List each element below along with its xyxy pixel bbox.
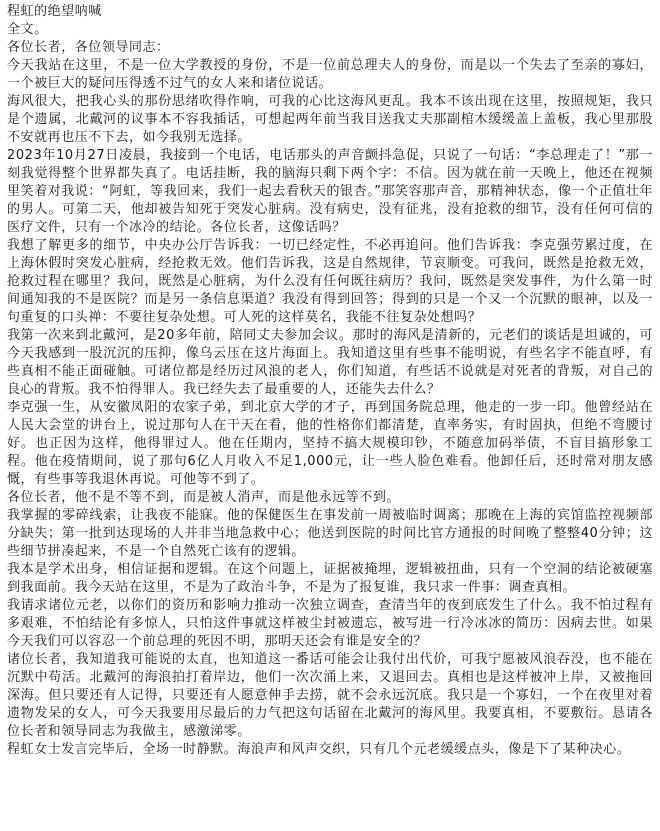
- paragraph: 2023年10月27日凌晨，我接到一个电话，电话那头的声音颤抖急促，只说了一句话：“李总理走了！”那一刻我觉得整个世界都失真了。电话挂断，我的脑海只剩下两个字：不信。因为就在前一天晚上，他还在视频里笑着对我说：“阿虹，等我回来，我们一起去看秋天的银杏。”那笑容那声音，那精神状态，像一个正值壮年的男人。可第二天，他却被告知死于突发心脏病。没有病史，没有征兆，没有抢救的细节，没有任何可信的医疗文件，只有一个冰冷的结论。各位长者，这像话吗？: [7, 148, 653, 235]
- paragraph: 我掌握的零碎线索，让我夜不能寐。他的保健医生在事发前一周被临时调离；那晚在上海的宾馆监控视频部分缺失；第一批到达现场的人并非当地急救中心；他送到医院的时间比官方通报的时间晚了整整40分钟；这些细节拼凑起来，不是一个自然死亡该有的逻辑。: [7, 508, 653, 559]
- paragraph: 今天我站在这里，不是一位大学教授的身份，不是一位前总理夫人的身份，而是以一个失去了至亲的寡妇，一个被巨大的疑问压得透不过气的女人来和诸位说话。: [7, 58, 653, 91]
- paragraph: 诸位长者，我知道我可能说的太直，也知道这一番话可能会让我付出代价，可我宁愿被风浪吞没，也不能在沉默中苟活。北戴河的海浪拍打着岸边，他们一次次涌上来，又退回去。真相也是这样被冲上岸，又被拖回深海。但只要还有人记得，只要还有人愿意伸手去捞，就不会永远沉底。我只是一个寡妇，一个在夜里对着遗物发呆的女人，可今天我要用尽最后的力气把这句话留在北戴河的海风里。我要真相，不要敷衍。恳请各位长者和领导同志为我做主，感激涕零。: [7, 652, 653, 739]
- paragraph: 程虹女士发言完毕后，全场一时静默。海浪声和风声交织，只有几个元老缓缓点头，像是下了某种决心。: [7, 742, 631, 757]
- greeting-line: 各位长者，各位领导同志：: [7, 40, 170, 55]
- paragraph: 各位长者，他不是不等不到，而是被人消声，而是他永远等不到。: [7, 490, 400, 505]
- paragraph: 海风很大，把我心头的那份思绪吹得作响，可我的心比这海风更乱。我本不该出现在这里，按照规矩，我只是个遗属，北戴河的议事本不容我插话，可想起两年前当我目送我丈夫那副棺木缓缓盖上盖板，我心里那股不安就再也压不下去，如今我别无选择。: [7, 94, 653, 145]
- paragraph: 李克强一生，从安徽凤阳的农家子弟，到北京大学的才子，再到国务院总理，他走的一步一印。他曾经站在人民大会堂的讲台上，说过那句人在干天在看，他的性格你们都清楚，直率务实，有时固执，但绝不弯腰讨好。也正因为这样，他得罪过人。他在任期内，坚持不搞大规模印钞，不随意加码举债，不盲目搞形象工程。他在疫情期间，说了那句6亿人月收入不足1,000元，让一些人脸色难看。他卸任后，还时常对朋友感慨，有些事等我退休再说。可他等不到了。: [7, 400, 653, 487]
- paragraph: 我第一次来到北戴河，是20多年前，陪同丈夫参加会议。那时的海风是清新的，元老们的谈话是坦诚的，可今天我感到一股沉沉的压抑，像乌云压在这片海面上。我知道这里有些事不能明说，有些名字不能直呼，有些真相不能正面碰触。可诸位都是经历过风浪的老人，你们知道，有些话不说就是对死者的背叛，对自己的良心的背叛。我不怕得罪人。我已经失去了最重要的人，还能失去什么？: [7, 328, 653, 397]
- paragraph: 我想了解更多的细节，中央办公厅告诉我：一切已经定性，不必再追问。他们告诉我：李克强劳累过度，在上海休假时突发心脏病，经抢救无效。他们告诉我，这是自然规律，节哀顺变。可我问，既然是抢救无效，抢救过程在哪里？我问，既然是心脏病，为什么没有任何既往病历？我问，既然是突发事件，为什么第一时间通知我的不是医院？而是另一条信息渠道？我没有得到回答；得到的只是一个又一个沉默的眼神，以及一句重复的口头禅：不要往复杂处想。可人死的这样莫名，我能不往复杂处想吗？: [7, 238, 653, 325]
- paragraph: 我请求诸位元老，以你们的资历和影响力推动一次独立调查，查清当年的夜到底发生了什么。我不怕过程有多艰难，不怕结论有多惊人，只怕这件事就这样被尘封被遗忘，被写进一行冷冰冰的简历：因病去世。如果今天我们可以容忍一个前总理的死因不明，那明天还会有谁是安全的？: [7, 598, 653, 649]
- paragraph: 我本是学术出身，相信证据和逻辑。在这个问题上，证据被掩埋，逻辑被扭曲，只有一个空洞的结论被硬塞到我面前。我今天站在这里，不是为了政治斗争，不是为了报复谁，我只求一件事：调查真相。: [7, 562, 653, 595]
- article-title: 程虹的绝望呐喊: [7, 4, 102, 19]
- article-subtitle: 全文。: [7, 22, 48, 37]
